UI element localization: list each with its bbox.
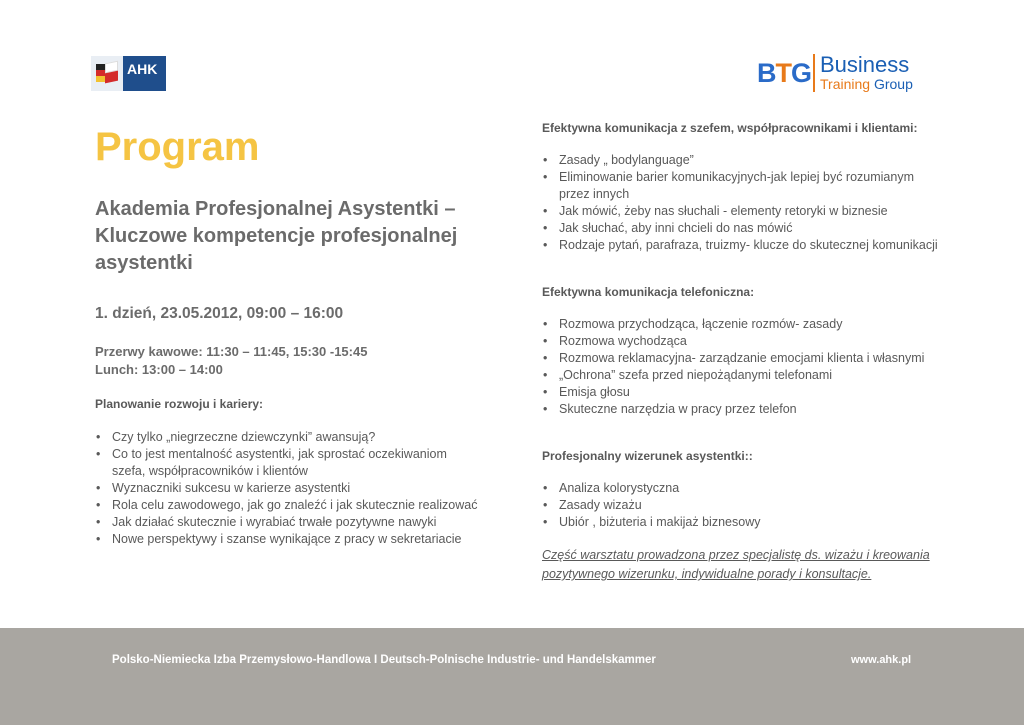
polish-flag-icon — [105, 61, 118, 84]
flags-icon — [91, 56, 123, 91]
list-item: • Rozmowa przychodząca, łączenie rozmów- zasady — [542, 316, 942, 333]
list-item: • Ubiór , biżuteria i makijaż biznesowy — [542, 514, 942, 531]
list-item: • Nowe perspektywy i szanse wynikające z pracy w sekretariacie — [95, 531, 480, 548]
list-item: • Jak mówić, żeby nas słuchali - elementy retoryki w biznesie — [542, 203, 942, 220]
footer — [0, 628, 1024, 725]
list-item: • Zasady „ bodylanguage” — [542, 152, 942, 169]
list-item: • Rozmowa wychodząca — [542, 333, 942, 350]
list-item: • Jak słuchać, aby inni chcieli do nas mówić — [542, 220, 942, 237]
list-item: • Emisja głosu — [542, 384, 942, 401]
btg-divider — [813, 54, 815, 92]
program-subtitle: Akademia Profesjonalnej Asystentki – Kluczowe kompetencje profesjonalnej asystentki — [95, 198, 458, 274]
list-item: • Skuteczne narzędzia w pracy przez telefon — [542, 401, 942, 418]
section-heading-image: Profesjonalny wizerunek asystentki:: — [542, 449, 753, 463]
ahk-logo-text: AHK — [127, 61, 158, 77]
communication-list — [542, 152, 942, 254]
section-heading-communication: Efektywna komunikacja z szefem, współpracownikami i klientami: — [542, 121, 918, 135]
page-title: Program — [95, 125, 260, 169]
list-item: • Rodzaje pytań, parafraza, truizmy- klucze do skutecznej komunikacji — [542, 237, 942, 254]
ahk-logo — [91, 56, 166, 91]
btg-logo — [757, 52, 917, 94]
btg-business-text: Business — [820, 52, 910, 77]
workshop-note: Część warsztatu prowadzona przez specjalistę ds. wizażu i kreowania pozytywnego wizerunku, indywidualne porady i konsultacje. — [542, 548, 930, 581]
list-item: • Rola celu zawodowego, jak go znaleźć i jak skutecznie realizować — [95, 497, 480, 514]
section-heading-phone: Efektywna komunikacja telefoniczna: — [542, 285, 755, 299]
list-item: • Eliminowanie barier komunikacyjnych-jak lepiej być rozumianym przez innych — [542, 169, 942, 203]
list-item: • Jak działać skutecznie i wyrabiać trwałe pozytywne nawyki — [95, 514, 480, 531]
list-item: • Analiza kolorystyczna — [542, 480, 942, 497]
btg-letters: BTG — [757, 58, 812, 88]
footer-chamber-name: Polsko-Niemiecka Izba Przemysłowo-Handlowa I Deutsch-Polnische Industrie- und Handelskammer — [112, 654, 656, 666]
list-item: • Rozmowa reklamacyjna- zarządzanie emocjami klienta i własnymi — [542, 350, 942, 367]
breaks-info — [95, 343, 367, 379]
btg-training-group-text: Training Group — [820, 76, 913, 92]
list-item: • Zasady wizażu — [542, 497, 942, 514]
list-item: • Co to jest mentalność asystentki, jak sprostać oczekiwaniom szefa, współpracowników i klientów — [95, 446, 480, 480]
coffee-breaks: Przerwy kawowe: 11:30 – 11:45, 15:30 -15:45 — [95, 344, 368, 359]
footer-url-link[interactable]: www.ahk.pl — [851, 654, 912, 666]
lunch-time: Lunch: 13:00 – 14:00 — [95, 362, 223, 377]
list-item: • Czy tylko „niegrzeczne dziewczynki” awansują? — [95, 429, 480, 446]
list-item: • Wyznaczniki sukcesu w karierze asystentki — [95, 480, 480, 497]
section-heading-career: Planowanie rozwoju i kariery: — [95, 397, 264, 411]
career-list — [95, 429, 480, 548]
list-item: • „Ochrona” szefa przed niepożądanymi telefonami — [542, 367, 942, 384]
phone-list — [542, 316, 942, 418]
day-date: 1. dzień, 23.05.2012, 09:00 – 16:00 — [95, 305, 344, 322]
image-list — [542, 480, 942, 531]
